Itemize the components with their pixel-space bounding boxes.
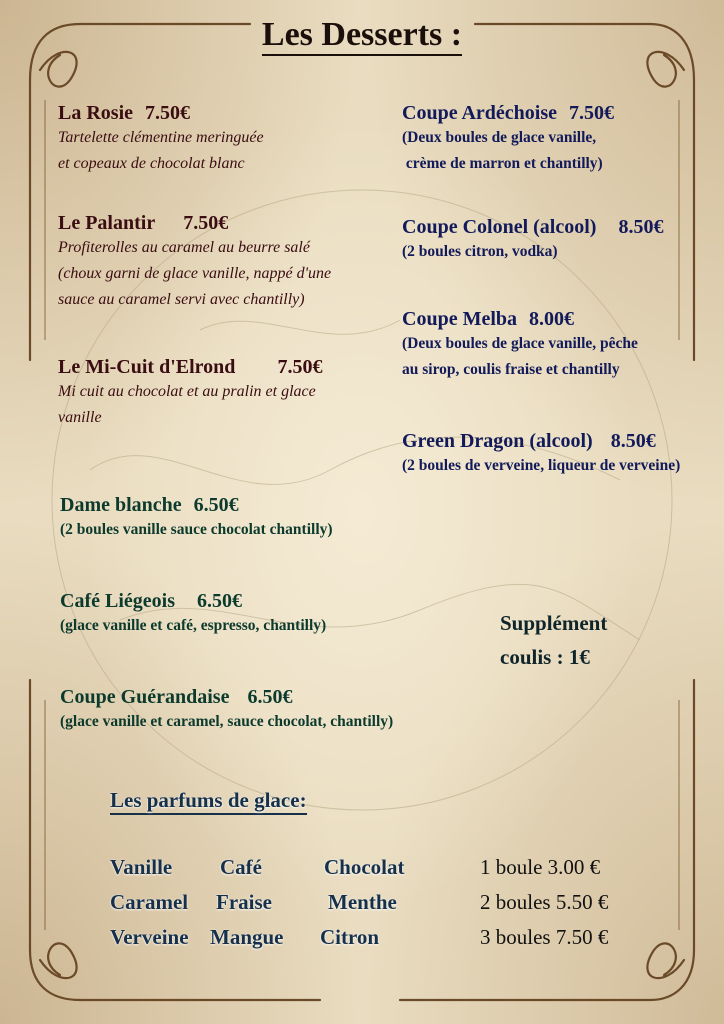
coupe-name: Coupe Melba (402, 308, 517, 330)
coupe-desc: (Deux boules de glace vanille, pêche (402, 335, 638, 352)
page-title (0, 16, 724, 54)
flavor-item: Citron (320, 925, 380, 949)
dessert-name: Dame blanche (60, 494, 182, 516)
coupe-name: Coupe Colonel (alcool) (402, 216, 597, 238)
coupe-desc: (2 boules citron, vodka) (402, 243, 558, 260)
coupe-price: 8.50€ (618, 216, 664, 238)
coupe-colonel (402, 216, 663, 265)
supplement-price: coulis : 1€ (500, 645, 590, 669)
dessert-name: Le Mi-Cuit d'Elrond (58, 356, 236, 378)
flavor-item: Vanille (110, 855, 173, 879)
flavor-item: Menthe (328, 890, 397, 914)
coupe-ardechoise (402, 102, 614, 177)
dessert-desc: (glace vanille et caramel, sauce chocolat, chantilly) (60, 713, 394, 730)
dessert-name: La Rosie (58, 102, 133, 124)
boule-price: 1 boule 3.00 € (480, 855, 601, 879)
dessert-desc: (glace vanille et café, espresso, chantilly) (60, 617, 327, 634)
dessert-desc: vanille (58, 409, 102, 426)
dessert-name: Café Liégeois (60, 590, 175, 612)
dessert-desc: Profiterolles au caramel au beurre salé (58, 239, 310, 256)
flavor-item: Verveine (110, 925, 189, 949)
parfums-title: Les parfums de glace: (110, 788, 307, 815)
supplement (500, 606, 607, 674)
coupe-name: Coupe Ardéchoise (402, 102, 557, 124)
flavor-item: Mangue (210, 925, 284, 949)
boule-price: 3 boules 7.50 € (480, 925, 609, 949)
dessert-desc: Mi cuit au chocolat et au pralin et glace (58, 383, 316, 400)
dessert-desc: et copeaux de chocolat blanc (58, 155, 245, 172)
coupe-price: 8.00€ (529, 308, 574, 330)
boule-price: 2 boules 5.50 € (480, 890, 609, 914)
dessert-price: 7.50€ (145, 102, 190, 124)
dessert-desc: (2 boules vanille sauce chocolat chantilly) (60, 521, 333, 538)
dessert-desc: (choux garni de glace vanille, nappé d'une (58, 265, 332, 282)
coupe-price: 8.50€ (610, 430, 656, 452)
supplement-label: Supplément (500, 611, 608, 635)
coupe-green-dragon (402, 430, 680, 479)
dessert-coupe-guerandaise (60, 686, 393, 735)
dessert-price: 7.50€ (277, 356, 323, 378)
dessert-desc: sauce au caramel servi avec chantilly) (58, 291, 305, 308)
dessert-le-palantir (58, 212, 331, 313)
dessert-mi-cuit (58, 356, 322, 431)
coupe-price: 7.50€ (569, 102, 614, 124)
flavor-item: Caramel (110, 890, 189, 914)
coupe-desc: (2 boules de verveine, liqueur de verveine) (402, 457, 681, 474)
coupe-melba (402, 308, 638, 383)
dessert-la-rosie (58, 102, 264, 177)
dessert-dame-blanche (60, 494, 333, 543)
dessert-price: 6.50€ (247, 686, 293, 708)
page-title-text: Les Desserts : (262, 16, 462, 56)
coupe-name: Green Dragon (alcool) (402, 430, 593, 452)
dessert-price: 7.50€ (183, 212, 229, 234)
coupe-desc: crème de marron et chantilly) (402, 155, 603, 172)
dessert-desc: Tartelette clémentine meringuée (58, 129, 264, 146)
dessert-name: Le Palantir (58, 212, 156, 234)
dessert-name: Coupe Guérandaise (60, 686, 230, 708)
flavor-item: Fraise (216, 890, 272, 914)
dessert-price: 6.50€ (196, 590, 242, 612)
flavor-item: Chocolat (324, 855, 405, 879)
dessert-cafe-liegeois (60, 590, 326, 639)
coupe-desc: au sirop, coulis fraise et chantilly (402, 361, 620, 378)
dessert-price: 6.50€ (193, 494, 239, 516)
coupe-desc: (Deux boules de glace vanille, (402, 129, 597, 146)
flavor-item: Café (220, 855, 262, 879)
